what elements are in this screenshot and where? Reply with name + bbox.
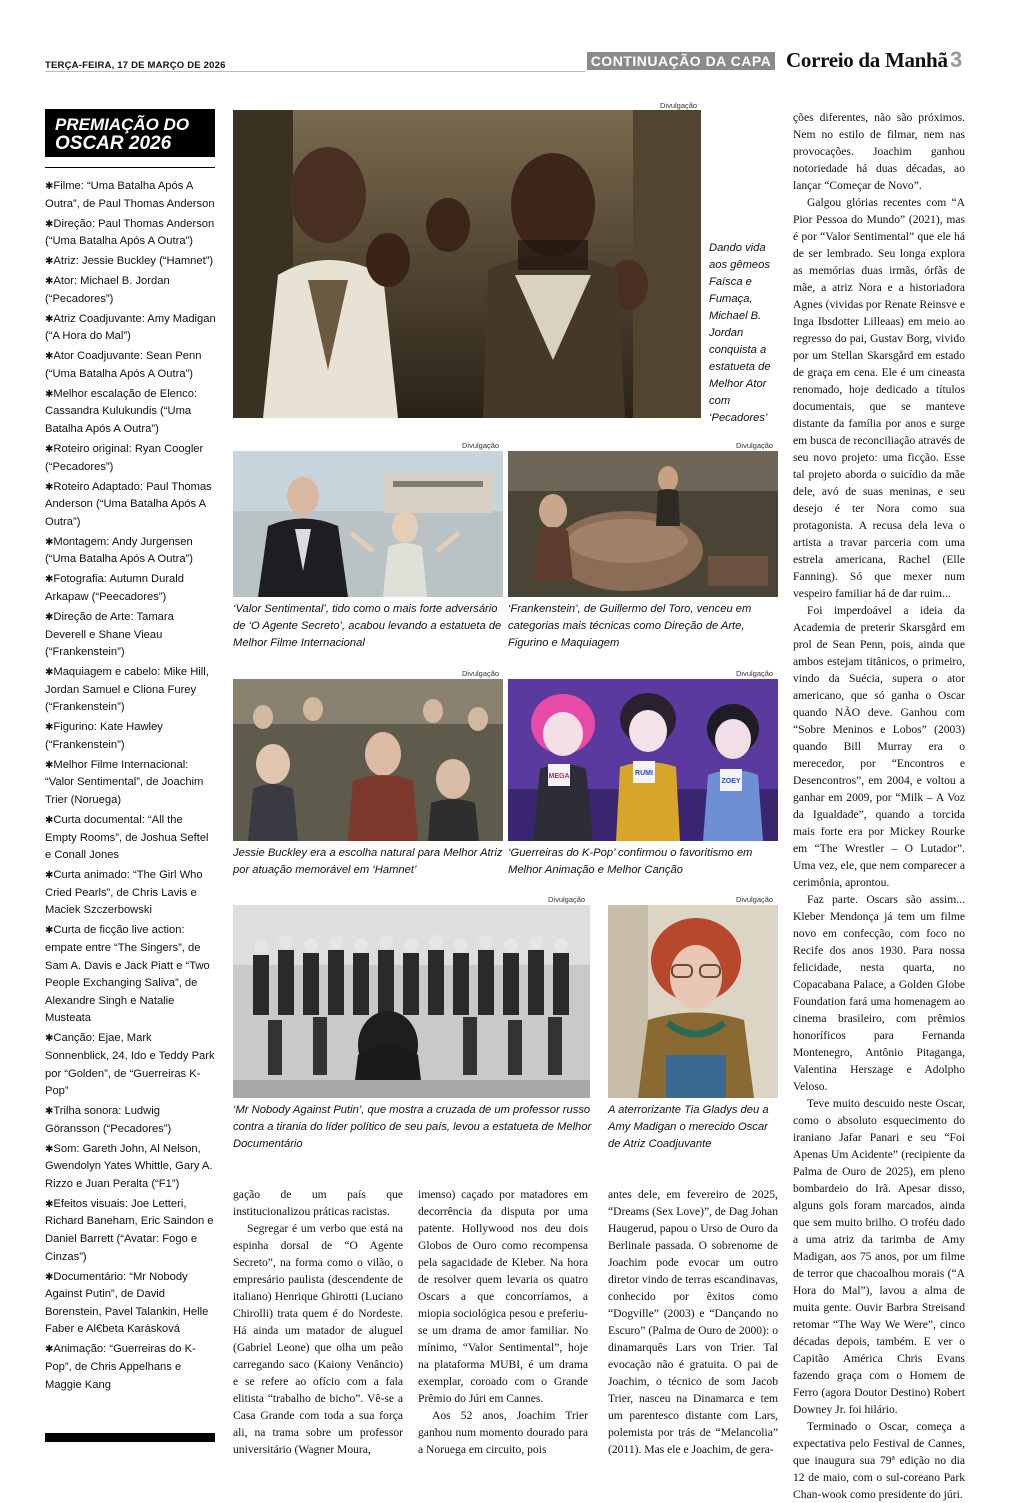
award-item-text: Ator Coadjuvante: Sean Penn (“Uma Batalha Após A Outra”) <box>45 350 202 380</box>
award-item-text: Curta documental: “All the Empty Rooms”, de Joshua Seftel e Conall Jones <box>45 814 209 862</box>
asterisk-icon: ✱ <box>45 925 54 937</box>
photo-credit: Divulgação <box>548 895 586 904</box>
asterisk-icon: ✱ <box>45 313 54 325</box>
award-item <box>45 1141 217 1194</box>
award-item <box>45 216 217 251</box>
award-item <box>45 253 217 271</box>
asterisk-icon: ✱ <box>45 1198 54 1210</box>
photo-credit: Divulgação <box>462 669 500 678</box>
sidebar-title <box>45 109 215 157</box>
photo-credit: Divulgação <box>736 895 774 904</box>
sidebar-title-line2: OSCAR 2026 <box>55 133 172 154</box>
award-item <box>45 273 217 308</box>
award-item <box>45 922 217 1028</box>
award-item-text: Efeitos visuais: Joe Letteri, Richard Baneham, Eric Saindon e Daniel Barrett (“Avatar: Fogo e Cinzas”) <box>45 1197 214 1263</box>
valor-sentimental-photo <box>233 451 503 597</box>
article-column-3 <box>608 1186 778 1458</box>
award-item-text: Trilha sonora: Ludwig Göransson (“Pecadores”) <box>45 1105 172 1135</box>
article-paragraph: ções diferentes, não são próximos. Nem no estilo de filmar, nem nas provocações. Joachim ganhou notoriedade há duas décadas, ao lançar “Começar de Novo”. <box>793 111 965 192</box>
award-item <box>45 609 217 662</box>
asterisk-icon: ✱ <box>45 481 54 493</box>
asterisk-icon: ✱ <box>45 181 54 192</box>
header-rule <box>45 71 585 72</box>
award-item-text: Maquiagem e cabelo: Mike Hill, Jordan Samuel e Cliona Furey (“Frankenstein”) <box>45 666 209 714</box>
asterisk-icon: ✱ <box>45 276 54 288</box>
award-item <box>45 348 217 383</box>
mr-nobody-photo <box>233 905 590 1098</box>
photo-credit: Divulgação <box>736 669 774 678</box>
asterisk-icon: ✱ <box>45 351 54 363</box>
article-paragraph: Terminado o Oscar, começa a expectativa pelo Festival de Cannes, que inaugura sua 79ª edição no dia 12 de maio, com o sul-coreano Park Chan-wook como presidente do júri. <box>793 1420 965 1501</box>
award-item-text: Roteiro original: Ryan Coogler (“Pecadores”) <box>45 443 204 473</box>
award-item <box>45 867 217 920</box>
article-paragraph: Faz parte. Oscars são assim... Kleber Mendonça já tem um filme novo em confecção, com foco no Recife dos anos 1930. Para nossa felicidade, nesta quarta, no Copacabana Palace, a Golden Globe Foundation fará uma homenagem ao cinema brasileiro, com prêmios honoríficos para Fernanda Montenegro, Antônio Pitaganga, Valentina Herszage e Adolpho Veloso. <box>793 893 965 1093</box>
article-column-4 <box>793 109 965 1503</box>
award-item-text: Direção: Paul Thomas Anderson (“Uma Batalha Após A Outra”) <box>45 217 215 248</box>
award-item-text: Figurino: Kate Hawley (“Frankenstein”) <box>45 721 163 751</box>
award-item <box>45 311 217 346</box>
award-item <box>45 1196 217 1266</box>
kpop-label-3: ZOEY <box>721 778 741 785</box>
kpop-label-2: RUMI <box>635 770 653 777</box>
asterisk-icon: ✱ <box>45 1344 54 1356</box>
valor-sentimental-caption: ‘Valor Sentimental’, tido como o mais forte adversário de ‘O Agente Secreto’, acabou levando a estatueta de Melhor Filme Internacional <box>233 603 502 649</box>
asterisk-icon: ✱ <box>45 1143 54 1155</box>
award-item-text: Atriz Coadjuvante: Amy Madigan (“A Hora do Mal”) <box>45 312 216 343</box>
award-item-text: Animação: “Guerreiras do K-Pop”, de Chris Appelhans e Maggie Kang <box>45 1343 196 1391</box>
sinners-photo <box>233 110 701 418</box>
mr-nobody-caption: ‘Mr Nobody Against Putin’, que mostra a cruzada de um professor russo contra a tirania do líder político de seu país, levou a estatueta de Melhor Documentário <box>233 1104 592 1150</box>
article-column-2 <box>418 1186 588 1458</box>
award-item <box>45 812 217 865</box>
award-item-text: Som: Gareth John, Al Nelson, Gwendolyn Yates Whittle, Gary A. Rizzo e Juan Peralta (“F1”) <box>45 1142 213 1190</box>
asterisk-icon: ✱ <box>45 1033 54 1045</box>
award-item-text: Atriz: Jessie Buckley (“Hamnet”) <box>53 255 214 268</box>
award-item-text: Direção de Arte: Tamara Deverell e Shane Vieau (“Frankenstein”) <box>45 610 174 659</box>
frankenstein-photo <box>508 451 778 597</box>
award-item-text: Montagem: Andy Jurgensen (“Uma Batalha Após A Outra”) <box>45 535 193 566</box>
hamnet-caption: Jessie Buckley era a escolha natural para Melhor Atriz por atuação memorável em ‘Hamnet’ <box>233 847 503 876</box>
award-item <box>45 1103 217 1138</box>
award-item-text: Ator: Michael B. Jordan (“Pecadores”) <box>45 275 170 305</box>
kpop-photo <box>508 679 778 841</box>
award-item-text: Melhor escalação de Elenco: Cassandra Kulukundis (“Uma Batalha Após A Outra”) <box>45 387 198 436</box>
sinners-caption: Dando vida aos gêmeos Faísca e Fumaça, Michael B. Jordan conquista a estatueta de Melhor Ator com ‘Pecadores’ <box>709 242 771 424</box>
section-tag: CONTINUAÇÃO DA CAPA <box>587 52 775 70</box>
award-list <box>45 178 217 1397</box>
page-number: 3 <box>950 47 963 72</box>
asterisk-icon: ✱ <box>45 536 54 548</box>
amy-madigan-caption: A aterrorizante Tia Gladys deu a Amy Madigan o merecido Oscar de Atriz Coadjuvante <box>608 1104 769 1150</box>
article-paragraph: Segregar é um verbo que está na espinha dorsal de “O Agente Secreto”, na forma como o vilão, o empresário paulista (descendente de italiano) Henrique Ghirotti (Luciano Chirolli) trata quem é do Nordeste. Há ainda um matador de aluguel (Gabriel Leone) que olha um peão carregando saco (Kaiony Venâncio) e se refere ao ofício com a fala elitista “trabalho de bicho”. Vê-se a Casa Grande com toda a sua força ali, na trama sobre um professor universitário (Wagner Moura, <box>233 1222 403 1456</box>
sidebar-title-line1: PREMIAÇÃO DO <box>55 115 190 134</box>
award-item-text: Fotografia: Autumn Durald Arkapaw (“Peecadores”) <box>45 573 184 603</box>
masthead-logo: Correio da Manhã <box>786 48 948 72</box>
article-paragraph: Teve muito descuido neste Oscar, como o absoluto esquecimento do iraniano Jafar Panari e seu “Foi Apenas Um Acidente” (recipiente da Palma de Ouro de 2025), em pleno bombardeio do Irã. Apesar disso, alguns gols foram marcados, ainda que sem muito brilho. O troféu dado a uma atriz da tarimba de Amy Madigan, aos 75 anos, por um filme de terror que chacoalhou morais (“A Hora do Mal”), lavou a alma de muita gente. Ouvir Barbra Streisand retomar “The Way We Were”, cinco décadas depois, também. E ver o Capitão América Chris Evans fazendo graça com o Homem de Ferro (agora Doutor Destino) Robert Downey Jr. foi hilário. <box>793 1097 965 1416</box>
photo-credit: Divulgação <box>660 101 698 110</box>
asterisk-icon: ✱ <box>45 388 54 400</box>
asterisk-icon: ✱ <box>45 1271 54 1283</box>
award-item <box>45 757 217 810</box>
award-item <box>45 386 217 439</box>
kpop-caption: ‘Guerreiras do K-Pop’ confirmou o favoritismo em Melhor Animação e Melhor Canção <box>508 847 753 876</box>
asterisk-icon: ✱ <box>45 722 54 734</box>
kpop-label-1: MEGA <box>548 773 570 780</box>
award-item-text: Roteiro Adaptado: Paul Thomas Anderson (“Uma Batalha Após A Outra”) <box>45 480 212 528</box>
article-paragraph: Galgou glórias recentes com “A Pior Pessoa do Mundo” (2021), mas é por “Valor Sentimental” que ele há de ser lembrado. Seu longa explora as memórias duas irmãs, órfãs de mãe, a atriz Nora e a historiadora Agnes (vividas por Renate Reinsve e Inga Ibsdotter Lilleaas) em meio ao regresso do pai, Gustav Borg, vivido por um Stellan Skarsgård em estado de graça em cena. Ele é um cineasta renomado, hoje dedicado a títulos documentais, que se manteve distante da família por anos e surge em busca de reconciliação através de seu novo projeto: uma ficção. Esse tal projeto aborda o suicídio da mãe dele, avó de suas meninas, e seu desejo é ter Nora como sua protagonista. A recusa dela leva o artista a travar parceria com uma estrela americana, Rachel (Elle Fanning). Só que mexer num vespeiro familiar há de dar ruim... <box>793 196 965 600</box>
asterisk-icon: ✱ <box>45 870 54 882</box>
award-item <box>45 571 217 606</box>
asterisk-icon: ✱ <box>45 444 54 456</box>
article-paragraph: Foi imperdoável a ideia da Academia de preterir Skarsgård em prol de Sean Penn, pois, ainda que ambos estejam titânicos, o primeiro, vindo da Suécia, supera o ator americano, que só ganha o Oscar quando NÃO deve. Ganhou com “Sobre Meninos e Lobos” (2003) quando Bill Murray era o merecedor, por “Encontros e Desencontros”, em 2004, e voltou a ganhar em 2009, por “Milk – A Voz da Igualdade”, quando a torcida mais forte era por Mickey Rourke em “The Wrestler – O Lutador”. Uma vez, ele, que nem comparecer a cerimônia, aprontou. <box>793 604 965 889</box>
asterisk-icon: ✱ <box>45 815 54 827</box>
asterisk-icon: ✱ <box>45 218 54 230</box>
amy-madigan-photo <box>608 905 778 1098</box>
article-paragraph: imenso) caçado por matadores em decorrência da disputa por uma patente. Hollywood nos deu dois Globos de Ouro como recompensa pela sagacidade de Kleber. Na hora de resolver quem levaria os quatro Oscars a que concorríamos, a miopia sociológica pesou e preferiu-se um drama de amor familiar. No mínimo, “Valor Sentimental”, hoje na plataforma MUBI, é um drama exemplar, coroado com o Grande Prêmio do Júri em Cannes. <box>418 1188 588 1405</box>
article-paragraph: gação de um país que institucionalizou práticas racistas. <box>233 1188 403 1218</box>
asterisk-icon: ✱ <box>45 574 54 586</box>
award-item <box>45 479 217 532</box>
sidebar-bottom-bar <box>45 1433 215 1442</box>
award-item-text: Canção: Ejae, Mark Sonnenblick, 24, Ido e Teddy Park por “Golden”, de “Guerreiras K-Pop” <box>45 1032 215 1098</box>
issue-date: TERÇA-FEIRA, 17 DE MARÇO DE 2026 <box>45 60 226 71</box>
award-item <box>45 1341 217 1394</box>
asterisk-icon: ✱ <box>45 667 54 679</box>
sidebar-rule <box>45 167 215 168</box>
frankenstein-caption: ‘Frankenstein’, de Guillermo del Toro, venceu em categorias mais técnicas como Direção de Arte, Figurino e Maquiagem <box>508 603 752 649</box>
award-item <box>45 1030 217 1100</box>
award-item-text: Melhor Filme Internacional: “Valor Sentimental”, de Joachim Trier (Noruega) <box>45 758 204 807</box>
photo-credit: Divulgação <box>736 441 774 450</box>
award-item <box>45 1269 217 1339</box>
award-item-text: Filme: “Uma Batalha Após A Outra”, de Paul Thomas Anderson <box>45 180 215 210</box>
award-item <box>45 719 217 754</box>
article-paragraph: antes dele, em fevereiro de 2025, “Dreams (Sex Love)”, de Dag Johan Haugerud, papou o Urso de Ouro da Berlinale passada. O sobrenome de Joachim pode evocar um outro diretor vindo de terras escandinavas, conhecido por êxitos como “Dogville” (2003) e “Dançando no Escuro” (Palma de Ouro de 2000): o dinamarquês Lars von Trier. Tal evocação não é gratuita. O pai de Joachim, o técnico de som Jacob Trier, nasceu na Dinamarca e tem um parentesco distante com Lars, polemista por trás de “Melancolia” (2011). Mas ele e Joachim, de gera- <box>608 1188 778 1456</box>
award-item <box>45 664 217 717</box>
award-item-text: Curta animado: “The Girl Who Cried Pearls”, de Chris Lavis e Maciek Szczerbowski <box>45 869 203 917</box>
asterisk-icon: ✱ <box>45 256 54 268</box>
award-item-text: Documentário: “Mr Nobody Against Putin”, de David Borenstein, Pavel Talankin, Helle Faber e Al€beta Karásková <box>45 1270 209 1336</box>
asterisk-icon: ✱ <box>45 1106 54 1118</box>
asterisk-icon: ✱ <box>45 759 54 771</box>
award-item <box>45 534 217 569</box>
award-item-text: Curta de ficção live action: empate entre “The Singers”, de Sam A. Davis e Jack Piatt e “Two People Exchanging Saliva”, de Alexandre Singh e Natalie Musteata <box>45 924 210 1025</box>
photo-credit: Divulgação <box>462 441 500 450</box>
award-item <box>45 441 217 476</box>
hamnet-photo <box>233 679 503 841</box>
asterisk-icon: ✱ <box>45 611 54 623</box>
article-column-1 <box>233 1186 403 1458</box>
award-item <box>45 178 217 213</box>
article-paragraph: Aos 52 anos, Joachim Trier ganhou num momento dourado para a Noruega em circuito, pois <box>418 1409 588 1456</box>
